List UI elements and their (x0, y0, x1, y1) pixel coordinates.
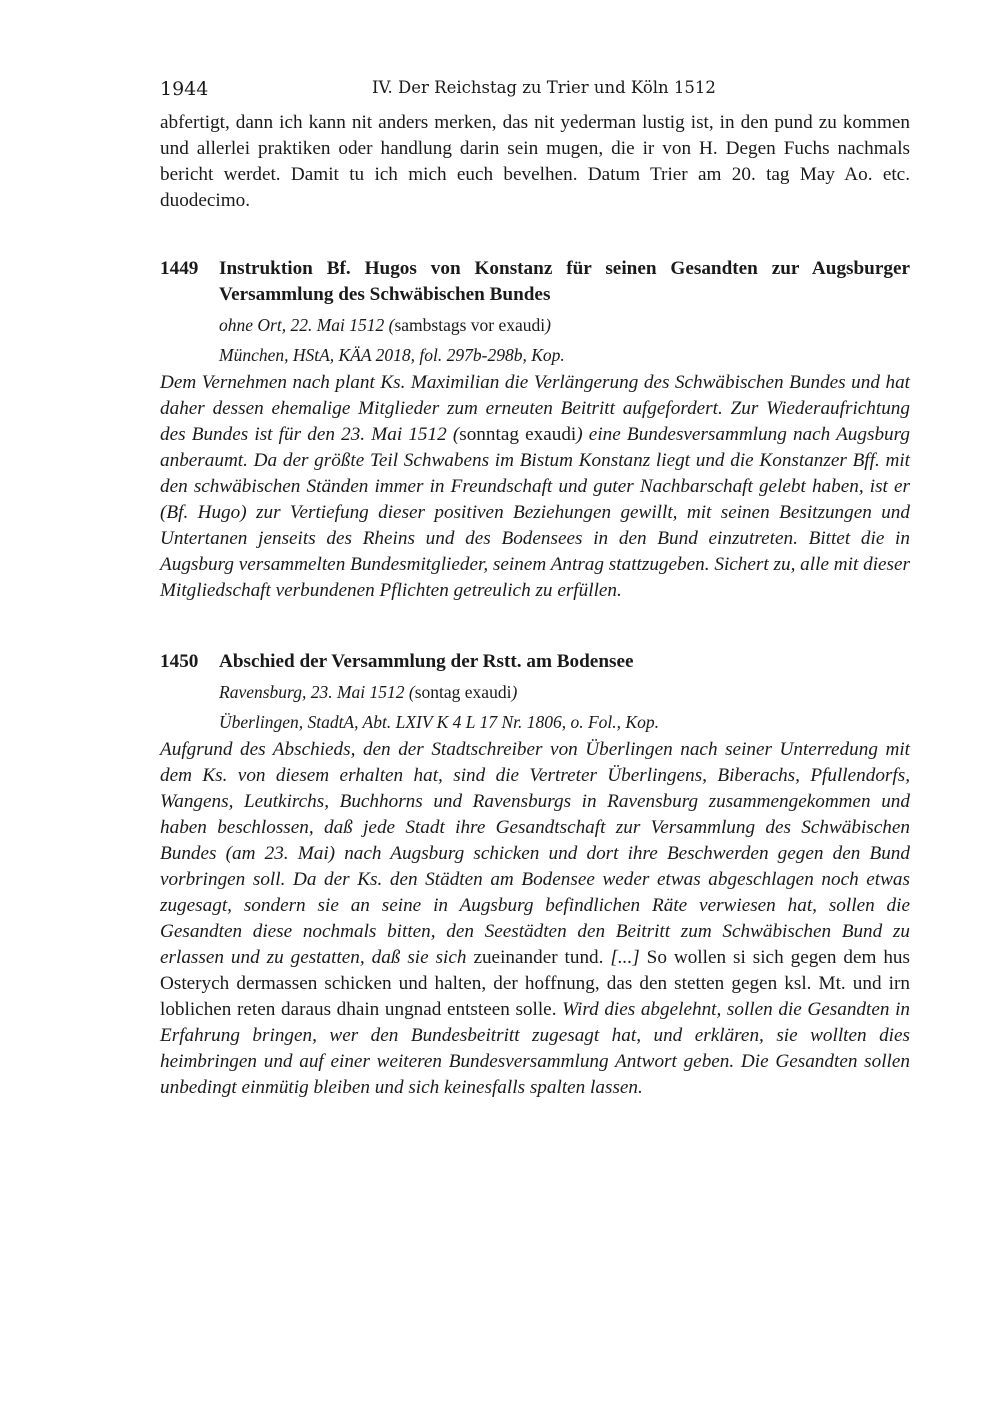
entry-source: Überlingen, StadtA, Abt. LXIV K 4 L 17 Nr. 1806, o. Fol., Kop. (219, 712, 659, 732)
regest-part-1: Dem Vernehmen nach plant Ks. Maximilian die Verlängerung des Schwäbischen Bundes und hat daher dessen ehemalige Mitglieder zum erneuten Beitritt aufgefordert. Zur Wiederaufrichtung des Bundes ist für den 23. Mai 1512 ( (160, 372, 910, 445)
entry-regest (160, 370, 910, 604)
regest-ellipsis: [...] (603, 947, 647, 968)
date-close: ) (545, 315, 551, 335)
entry-regest (160, 737, 910, 1101)
regest-quote: sonntag exaudi (459, 424, 577, 445)
entry-date (160, 677, 910, 707)
date-roman: sambstags vor exaudi (394, 315, 546, 335)
entry-title: Instruktion Bf. Hugos von Konstanz für seinen Gesandten zur Augsburger Versammlung des Schwäbischen Bundes (219, 258, 910, 305)
entry-source: München, HStA, KÄA 2018, fol. 297b-298b, Kop. (219, 345, 565, 365)
date-close: ) (511, 682, 518, 702)
continuation-text: abfertigt, dann ich kann nit anders merken, das nit yederman lustig ist, in den pund zu kommen und allerlei praktiken oder handlung darin sein mugen, die ir von H. Degen Fuchs nachmals bericht werdet. Damit tu ich mich euch bevelhen. Datum Trier am 20. tag May Ao. etc. duodecimo. (160, 112, 910, 211)
entry-heading (160, 256, 910, 308)
regest-quote-short: zueinander tund. (473, 947, 604, 968)
entry-1450 (160, 649, 910, 1101)
running-head (160, 78, 910, 110)
regest-part-2: Wird dies abgelehnt, sollen die Gesandten in Erfahrung bringen, wer den Bundesbeitritt zugesagt hat, und erklären, sie wollten dies heimbringen und auf einer weiteren Bundesversammlung Antwort geben. Die Gesandten sollen unbedingt einmütig bleiben und sich keinesfalls spalten lassen. (160, 999, 910, 1098)
entry-heading (160, 649, 910, 675)
entry-1449 (160, 256, 910, 604)
date-roman: sontag exaudi (414, 682, 512, 702)
regest-part-2: ) eine Bundesversammlung nach Augsburg anberaumt. Da der größte Teil Schwabens im Bistum Konstanz liegt und die Konstanzer Bff. mit den schwäbischen Ständen immer in Freundschaft und guter Nachbarschaft gelebt haben, ist er (Bf. Hugo) zur Vertiefung dieser positiven Beziehungen gewillt, mit seinen Besitzungen und Untertanen jenseits des Rheins und des Bodensees in den Bund einzutreten. Bittet die in Augsburg versammelten Bundesmitglieder, seinem Antrag stattzugeben. Sichert zu, alle mit dieser Mitgliedschaft verbundenen Pflichten getreulich zu erfüllen. (160, 424, 910, 601)
date-italic: Ravensburg, 23. Mai 1512 ( (219, 682, 415, 702)
running-title: IV. Der Reichstag zu Trier und Köln 1512 (372, 78, 716, 97)
entry-title: Abschied der Versammlung der Rstt. am Bodensee (219, 651, 634, 672)
regest-part-1: Aufgrund des Abschieds, den der Stadtschreiber von Überlingen nach seiner Unterredung mit dem Ks. von diesem erhalten hat, sind die Vertreter Überlingens, Biberachs, Pfullendorfs, Wangens, Leutkirchs, Buchhorns und Ravensburgs in Ravensburg zusammengekommen und haben beschlossen, daß jede Stadt ihre Gesandtschaft zur Versammlung des Schwäbischen Bundes (am 23. Mai) nach Augsburg schicken und dort ihre Beschwerden gegen den Bund vorbringen soll. Da der Ks. den Städten am Bodensee weder etwas abgeschlagen noch etwas zugesagt, sondern sie an seine in Augsburg befindlichen Räte verwiesen hat, sollen die Gesandten diese nochmals bitten, den Seestädten den Beitritt zum Schwäbischen Bund zu erlassen und zu gestatten, daß sie sich (160, 739, 910, 968)
regest-quote-long: So wollen si sich gegen dem hus Osterych dermassen schicken und halten, der hoffnung, das den stetten gegen ksl. Mt. und irn loblichen reten daraus dhain ungnad entsteen solle. (160, 947, 910, 1020)
entry-number: 1449 (160, 258, 199, 279)
date-italic: ohne Ort, 22. Mai 1512 ( (219, 315, 395, 335)
page (160, 78, 910, 1101)
entry-number: 1450 (160, 651, 199, 672)
entry-date (160, 310, 910, 340)
page-number: 1944 (160, 78, 209, 100)
